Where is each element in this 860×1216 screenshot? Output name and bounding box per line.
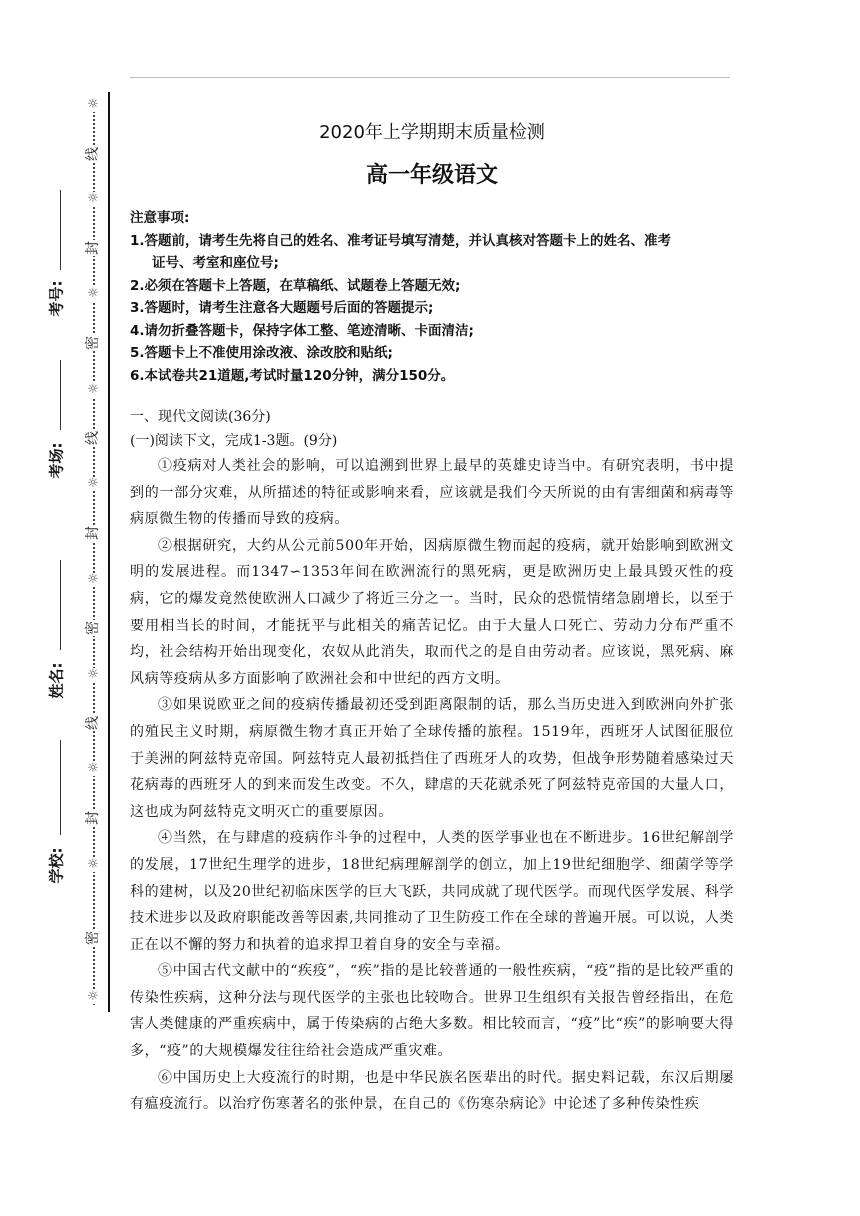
exam-number-label: 考号:	[47, 280, 66, 317]
exam-number-field	[36, 280, 76, 317]
reading-paragraph: ①疫病对人类社会的影响，可以追溯到世界上最早的英雄史诗当中。有研究表明，书中提到的一部分灾难，从所描述的特征或影响来看，应该就是我们今天所说的由有害细菌和病毒等病原微生物的传播而导致的疫病。	[130, 458, 734, 528]
sun-icon: ☼	[87, 572, 99, 587]
notice-item: 证号、考室和座位号;	[152, 255, 279, 271]
sun-icon: ☼	[87, 191, 99, 206]
school-field	[36, 847, 76, 884]
reading-paragraph: ⑥中国历史上大疫流行的时期，也是中华民族名医辈出的时代。据史料记载，东汉后期屡有瘟疫流行。以治疗伤寒著名的张仲景，在自己的《伤寒杂病论》中论述了多种传染性疾	[130, 1069, 734, 1113]
exam-subtitle: 高一年级语文	[365, 163, 498, 188]
sun-icon: ☼	[87, 667, 99, 682]
sun-icon: ☼	[87, 761, 99, 776]
seal-char: 线	[85, 431, 101, 445]
notice-heading: 注意事项:	[130, 210, 190, 226]
seal-char: 密	[85, 336, 101, 350]
seal-char: 密	[85, 621, 101, 635]
seal-char: 封	[85, 811, 101, 825]
exam-room-label: 考场:	[47, 442, 66, 479]
notice-item: 4.请勿折叠答题卡，保持字体工整、笔迹清晰、卡面清洁;	[130, 322, 474, 339]
name-field	[36, 662, 76, 699]
sun-icon: ☼	[87, 97, 99, 112]
school-label: 学校:	[47, 847, 66, 884]
reading-paragraph: ③如果说欧亚之间的疫病传播最初还受到距离限制的话，那么当历史进入到欧洲向外扩张的殖民主义时期，病原微生物才真正开始了全球传播的旅程。1519年，西班牙人试图征服位于美洲的阿兹特克帝国。阿兹特克人最初抵挡住了西班牙人的攻势，但战争形势随着感染过天花病毒的西班牙人的到来而发生改变。不久，肆虐的天花就杀死了阿兹特克帝国的大量人口，这也成为阿兹特克文明灭亡的重要原因。	[130, 697, 734, 820]
seal-char: 封	[85, 526, 101, 540]
seal-char: 封	[85, 241, 101, 255]
notice-item: 1.答题前，请考生先将自己的姓名、准考证号填写清楚，并认真核对答题卡上的姓名、准考	[130, 232, 672, 249]
reading-paragraph: ②根据研究，大约从公元前500年开始，因病原微生物而起的疫病，就开始影响到欧洲文明的发展进程。而1347∽1353年间在欧洲流行的黑死病，更是欧洲历史上最具毁灭性的疫病，它的爆发竟然使欧洲人口减少了将近三分之一。当时，民众的恐慌情绪急剧增长，以至于要用相当长的时间，才能抚平与此相关的痛苦记忆。由于大量人口死亡、劳动力分布严重不均，社会结构开始出现变化，农奴从此消失，取而代之的是自由劳动者。应该说，黑死病、麻风病等疫病从多方面影响了欧洲社会和中世纪的西方文明。	[130, 537, 734, 687]
sun-icon: ☼	[87, 382, 99, 397]
exam-title: 2020年上学期期末质量检测	[319, 122, 545, 143]
seal-char: 密	[85, 931, 101, 945]
notice-block	[130, 207, 734, 387]
section-title: 一、现代文阅读(36分)	[130, 409, 271, 425]
binding-strip	[0, 0, 120, 1216]
section-subtitle: (一)阅读下文，完成1-3题。(9分)	[130, 433, 338, 449]
top-rule	[130, 77, 730, 78]
sun-icon: ☼	[87, 286, 99, 301]
exam-room-field	[36, 442, 76, 479]
seal-char: 线	[85, 716, 101, 730]
name-label: 姓名:	[47, 662, 66, 699]
notice-item: 3.答题时，请考生注意各大题题号后面的答题提示;	[130, 300, 434, 316]
exam-room-line[interactable]	[60, 360, 61, 430]
notice-item: 2.必须在答题卡上答题，在草稿纸、试题卷上答题无效;	[130, 277, 461, 294]
sun-icon: ☼	[87, 857, 99, 872]
reading-paragraph: ⑤中国古代文献中的“疾疫”，“疾”指的是比较普通的一般性疾病，“疫”指的是比较严重的传染性疾病，这种分法与现代医学的主张也比较吻合。世界卫生组织有关报告曾经指出，在危害人类健康的严重疾病中，属于传染病的占绝大多数。相比较而言，“疫”比“疾”的影响要大得多，“疫”的大规模爆发往往给社会造成严重灾难。	[130, 963, 734, 1060]
reading-paragraph: ④当然，在与肆虐的疫病作斗争的过程中，人类的医学事业也在不断进步。16世纪解剖学的发展，17世纪生理学的进步，18世纪病理解剖学的创立，加上19世纪细胞学、细菌学等学科的建树，以及20世纪初临床医学的巨大飞跃，共同成就了现代医学。而现代医学发展、科学技术进步以及政府职能改善等因素,共同推动了卫生防疫工作在全球的普遍开展。可以说，人类正在以不懈的努力和执着的追求捍卫着自身的安全与幸福。	[130, 830, 734, 953]
school-line[interactable]	[60, 740, 61, 835]
notice-item: 5.答题卡上不准使用涂改液、涂改胶和贴纸;	[130, 345, 393, 361]
notice-item: 6.本试卷共21道题,考试时量120分钟，满分150分。	[130, 367, 455, 384]
seal-char: 线	[85, 147, 101, 161]
exam-content	[130, 110, 734, 1118]
exam-number-line[interactable]	[60, 190, 61, 270]
binding-solid-line	[108, 92, 110, 1012]
sun-icon: ☼	[87, 989, 99, 1004]
name-line[interactable]	[60, 560, 61, 650]
sun-icon: ☼	[87, 476, 99, 491]
